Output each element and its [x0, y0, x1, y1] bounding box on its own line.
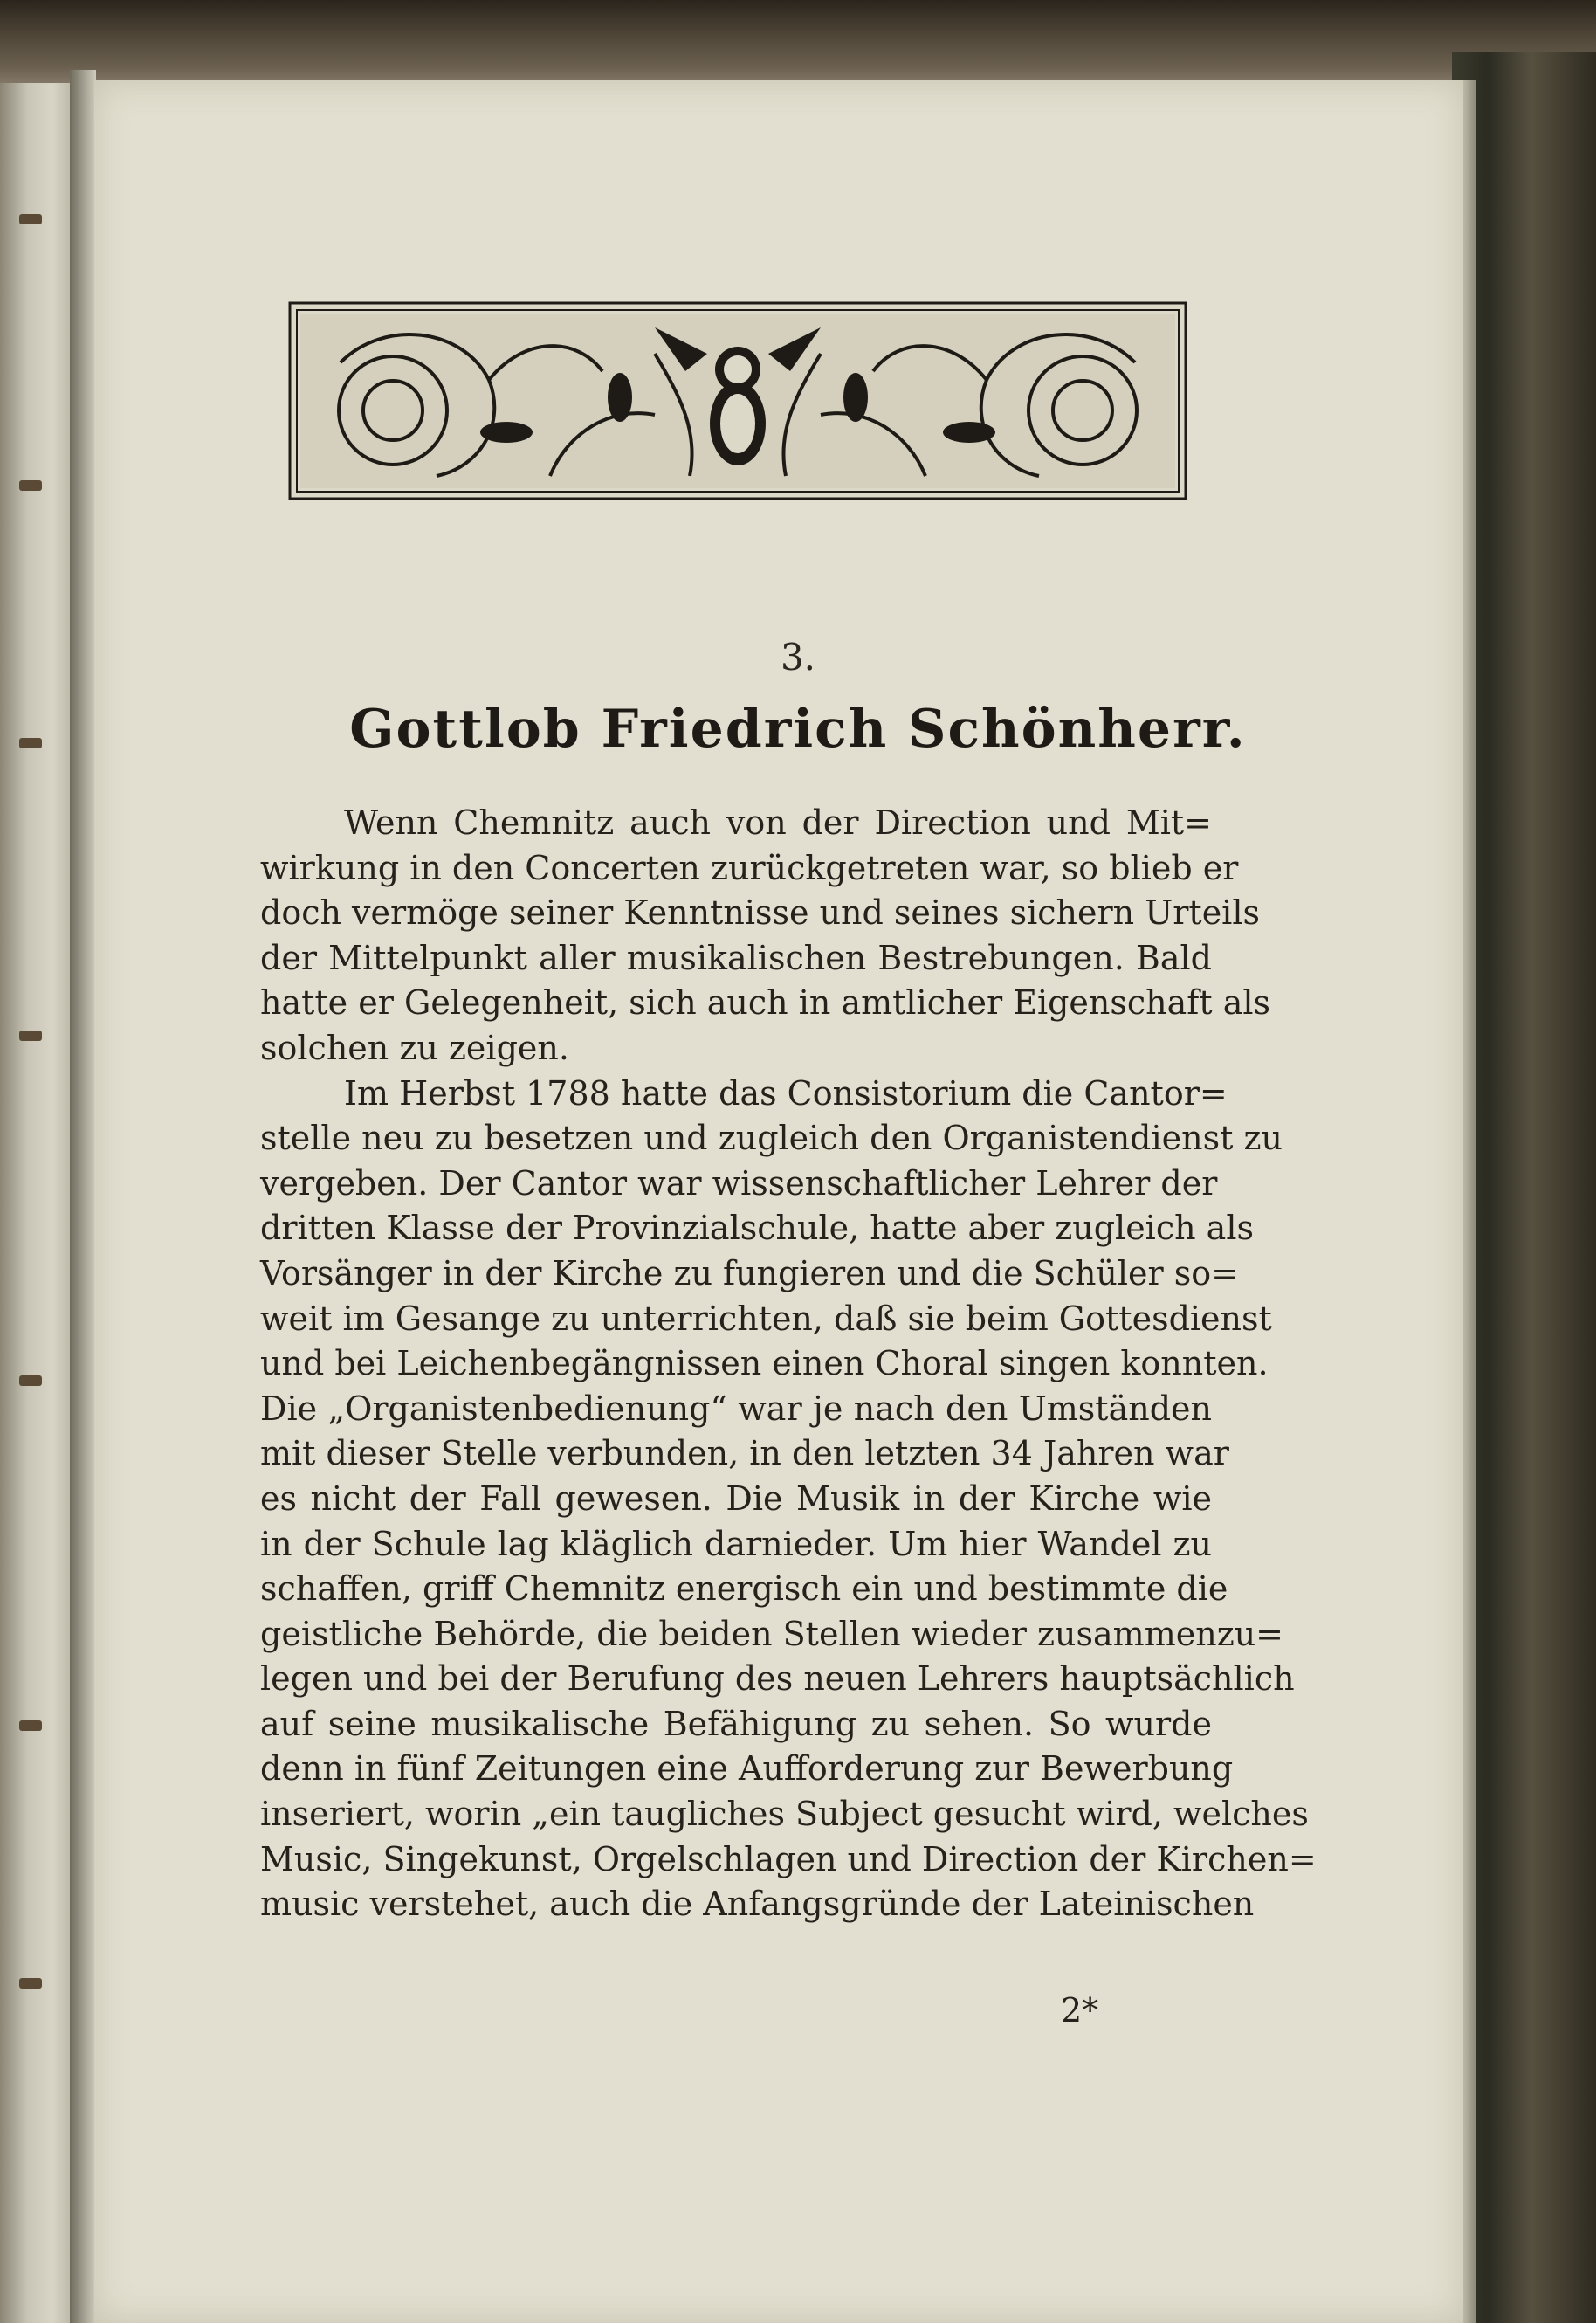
text-line: der Mittelpunkt aller musikalischen Bestrebungen. Bald: [260, 938, 1212, 977]
text-line: doch vermöge seiner Kenntnisse und seines sichern Urteils: [260, 893, 1260, 933]
text-line: inseriert, worin „ein taugliches Subject gesucht wird, welches: [260, 1795, 1309, 1834]
binding-stitch: [19, 1720, 42, 1731]
book-binding-top: [0, 0, 1596, 84]
text-line: und bei Leichenbegängnissen einen Choral singen konnten.: [260, 1344, 1269, 1383]
body-text: [260, 801, 1317, 1927]
text-line: Wenn Chemnitz auch von der Direction und Mit=: [344, 803, 1212, 842]
ornamental-header-vignette: [288, 301, 1187, 500]
page-gutter: [70, 70, 96, 2323]
chapter-title: Gottlob Friedrich Schönherr.: [349, 699, 1247, 760]
text-line: vergeben. Der Cantor war wissenschaftlicher Lehrer der: [260, 1163, 1218, 1203]
text-line: geistliche Behörde, die beiden Stellen wieder zusammenzu=: [260, 1614, 1284, 1653]
paragraph: [260, 801, 1271, 1072]
facing-page-edge: [0, 83, 70, 2323]
text-line: legen und bei der Berufung des neuen Lehrers hauptsächlich: [260, 1659, 1295, 1699]
text-line: wirkung in den Concerten zurückgetreten war, so blieb er: [260, 848, 1239, 887]
text-line: Music, Singekunst, Orgelschlagen und Direction der Kirchen=: [260, 1839, 1317, 1878]
text-line: stelle neu zu besetzen und zugleich den Organistendienst zu: [260, 1119, 1283, 1158]
text-line: Vorsänger in der Kirche zu fungieren und die Schüler so=: [260, 1253, 1239, 1292]
text-line: solchen zu zeigen.: [260, 1028, 569, 1067]
binding-stitch: [19, 1375, 42, 1386]
binding-stitch: [19, 214, 42, 224]
page-fore-edge: [1463, 80, 1476, 2323]
chapter-number: 3.: [780, 636, 816, 679]
text-line: auf seine musikalische Befähigung zu sehen. So wurde: [260, 1704, 1212, 1743]
text-line: music verstehet, auch die Anfangsgründe der Lateinischen: [260, 1885, 1255, 1924]
text-line: denn in fünf Zeitungen eine Aufforderung zur Bewerbung: [260, 1749, 1234, 1789]
binding-stitch: [19, 1978, 42, 1989]
text-line: Im Herbst 1788 hatte das Consistorium die Cantor=: [344, 1073, 1228, 1113]
text-line: schaffen, griff Chemnitz energisch ein und bestimmte die: [260, 1569, 1228, 1609]
text-line: Die „Organistenbedienung“ war je nach den Umständen: [260, 1389, 1212, 1428]
signature-mark: 2*: [1061, 1991, 1099, 2030]
text-line: mit dieser Stelle verbunden, in den letzten 34 Jahren war: [260, 1434, 1229, 1473]
text-line: weit im Gesange zu unterrichten, daß sie beim Gottesdienst: [260, 1299, 1272, 1338]
binding-stitch: [19, 1031, 42, 1041]
text-line: es nicht der Fall gewesen. Die Musik in der Kirche wie: [260, 1479, 1212, 1518]
text-line: hatte er Gelegenheit, sich auch in amtlicher Eigenschaft als: [260, 983, 1271, 1023]
binding-stitch: [19, 480, 42, 491]
paragraph: [260, 1072, 1317, 1927]
text-line: in der Schule lag kläglich darnieder. Um hier Wandel zu: [260, 1524, 1212, 1563]
text-line: dritten Klasse der Provinzialschule, hatte aber zugleich als: [260, 1209, 1254, 1248]
